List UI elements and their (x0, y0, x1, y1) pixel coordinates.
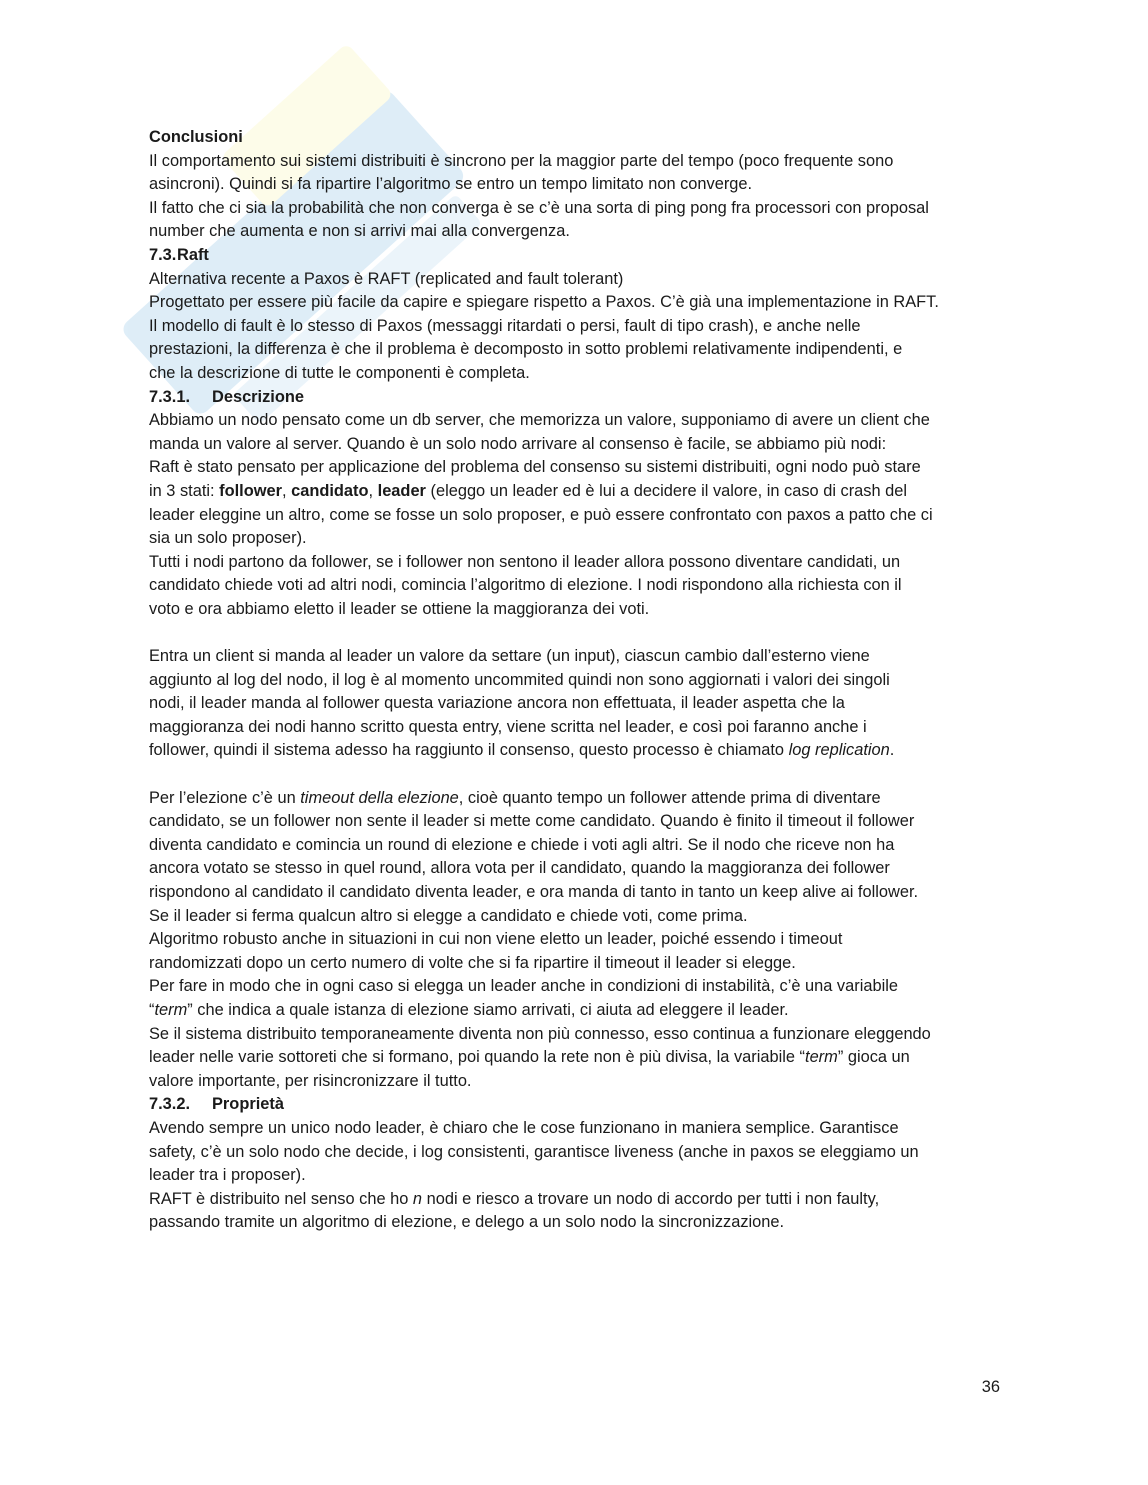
text-line: Avendo sempre un unico nodo leader, è chiaro che le cose funzionano in maniera semplice. Garantisce (149, 1118, 899, 1137)
text-span: (eleggo un leader ed è lui a decidere il valore, in caso di crash del (425, 481, 908, 500)
section-number: 7.3.1. (149, 387, 191, 406)
text-span: in 3 stati: (149, 481, 220, 500)
text-line: Il modello di fault è lo stesso di Paxos (messaggi ritardati o persi, fault di tipo crash), e anche nelle (149, 316, 861, 335)
text-line: voto e ora abbiamo eletto il leader se ottiene la maggioranza dei voti. (149, 599, 650, 618)
heading-raft (149, 244, 1009, 268)
term-n: n (412, 1189, 423, 1208)
text-span: “ (149, 1000, 155, 1019)
term-line (149, 1046, 1009, 1070)
page-number: 36 (981, 1378, 1000, 1396)
term-term: term (154, 1000, 188, 1019)
text-line: Alternativa recente a Paxos è RAFT (replicated and fault tolerant) (149, 269, 624, 288)
text-line: Se il sistema distribuito temporaneamente diventa non più connesso, esso continua a funzionare eleggendo (149, 1024, 931, 1043)
text-line: Per fare in modo che in ogni caso si elegga un leader anche in condizioni di instabilità, c’è una variabile (149, 977, 898, 996)
text-line: ancora votato se stesso in quel round, allora vota per il candidato, quando la maggioranza dei follower (149, 859, 890, 878)
text-span: leader nelle varie sottoreti che si formano, poi quando la rete non è più divisa, la variabile “ (149, 1048, 806, 1067)
text-span: nodi e riesco a trovare un nodo di accordo per tutti i non faulty, (422, 1189, 880, 1208)
text-line: asincroni). Quindi si fa ripartire l’algoritmo se entro un tempo limitato non converge. (149, 175, 753, 194)
text-line: Raft è stato pensato per applicazione del problema del consenso su sistemi distribuiti, ogni nodo può stare (149, 458, 921, 477)
text-line: nodi, il leader manda al follower questa variazione ancora non effettuata, il leader aspetta che la (149, 694, 845, 713)
text-line: valore importante, per risincronizzare il tutto. (149, 1071, 472, 1090)
text-line: candidato, se un follower non sente il leader si mette come candidato. Quando è finito il timeout il follower (149, 812, 915, 831)
text-span: ” che indica a quale istanza di elezione siamo arrivati, ci aiuta ad eleggere il leader. (187, 1000, 789, 1019)
state-follower: follower (219, 481, 282, 500)
text-span: Per l’elezione c’è un (149, 788, 301, 807)
paragraph-spacer (149, 621, 1009, 645)
text-line: che la descrizione di tutte le componenti è completa. (149, 363, 530, 382)
term-log-replication: log replication (788, 741, 890, 760)
text-line: prestazioni, la differenza è che il problema è decomposto in sotto problemi relativamente indipendenti, e (149, 340, 903, 359)
text-line: number che aumenta e non si arrivi mai alla convergenza. (149, 222, 570, 241)
text-line: leader tra i proposer). (149, 1166, 306, 1185)
text-span: follower, quindi il sistema adesso ha raggiunto il consenso, questo processo è chiamato (149, 741, 789, 760)
term-timeout-elezione: timeout della elezione (300, 788, 459, 807)
term-line (149, 999, 1009, 1023)
state-leader: leader (377, 481, 426, 500)
section-title: Descrizione (212, 387, 305, 406)
section-number: 7.3. (149, 245, 177, 264)
text-line: diventa candidato e comincia un round di elezione e chiede i voti agli altri. Se il nodo che riceve non ha (149, 835, 895, 854)
text-line: Se il leader si ferma qualcun altro si elegge a candidato e chiede voti, come prima. (149, 906, 748, 925)
term-term: term (805, 1048, 838, 1067)
text-span: . (889, 741, 895, 760)
text-span: , cioè quanto tempo un follower attende prima di diventare (458, 788, 881, 807)
section-title: Proprietà (212, 1095, 284, 1114)
paragraph-spacer (149, 763, 1009, 787)
heading-conclusioni: Conclusioni (149, 128, 243, 146)
text-span: RAFT è distribuito nel senso che ho (149, 1189, 413, 1208)
text-span: ” gioca un (837, 1048, 910, 1067)
document-body (149, 126, 1009, 1235)
text-span: , (282, 481, 292, 500)
log-replication-line (149, 739, 1009, 763)
text-line: Il fatto che ci sia la probabilità che non converga è se c’è una sorta di ping pong fra processori con proposal (149, 198, 929, 217)
text-line: candidato chiede voti ad altri nodi, comincia l’algoritmo di elezione. I nodi rispondono alla richiesta con il (149, 576, 902, 595)
text-line: Algoritmo robusto anche in situazioni in cui non viene eletto un leader, poiché essendo i timeout (149, 930, 843, 949)
text-line: rispondono al candidato il candidato diventa leader, e ora manda di tanto in tanto un keep alive ai follower. (149, 883, 919, 901)
timeout-line (149, 787, 1009, 811)
text-line: safety, c’è un solo nodo che decide, i log consistenti, garantisce liveness (anche in paxos se eleggiamo un (149, 1142, 919, 1161)
state-candidato: candidato (291, 481, 369, 500)
n-nodes-line (149, 1188, 1009, 1212)
text-line: aggiunto al log del nodo, il log è al momento uncommited quindi non sono aggiornati i valori dei singoli (149, 670, 890, 689)
section-title: Raft (177, 245, 209, 264)
text-line: sia un solo proposer). (149, 529, 307, 548)
text-line: passando tramite un algoritmo di elezione, e delego a un solo nodo la sincronizzazione. (149, 1213, 785, 1232)
text-line: Il comportamento sui sistemi distribuiti è sincrono per la maggior parte del tempo (poco frequente sono (149, 151, 894, 170)
text-line: Abbiamo un nodo pensato come un db server, che memorizza un valore, supponiamo di avere un client che (149, 411, 930, 430)
states-line (149, 480, 1009, 504)
text-line: leader eleggine un altro, come se fosse un solo proposer, e può essere confrontato con paxos a patto che ci (149, 505, 933, 524)
text-line: manda un valore al server. Quando è un solo nodo arrivare al consenso è facile, se abbiamo più nodi: (149, 434, 887, 453)
text-line: Entra un client si manda al leader un valore da settare (un input), ciascun cambio dall’esterno viene (149, 647, 870, 666)
text-line: Tutti i nodi partono da follower, se i follower non sentono il leader allora possono diventare candidati, un (149, 552, 901, 571)
heading-proprieta (149, 1093, 1009, 1117)
section-number: 7.3.2. (149, 1095, 191, 1114)
text-line: maggioranza dei nodi hanno scritto questa entry, viene scritta nel leader, e così poi faranno anche i (149, 717, 867, 736)
text-span: , (368, 481, 378, 500)
text-line: Progettato per essere più facile da capire e spiegare rispetto a Paxos. C’è già una implementazione in RAFT. (149, 293, 939, 312)
heading-descrizione (149, 386, 1009, 410)
text-line: randomizzati dopo un certo numero di volte che si fa ripartire il timeout il leader si elegge. (149, 953, 796, 972)
